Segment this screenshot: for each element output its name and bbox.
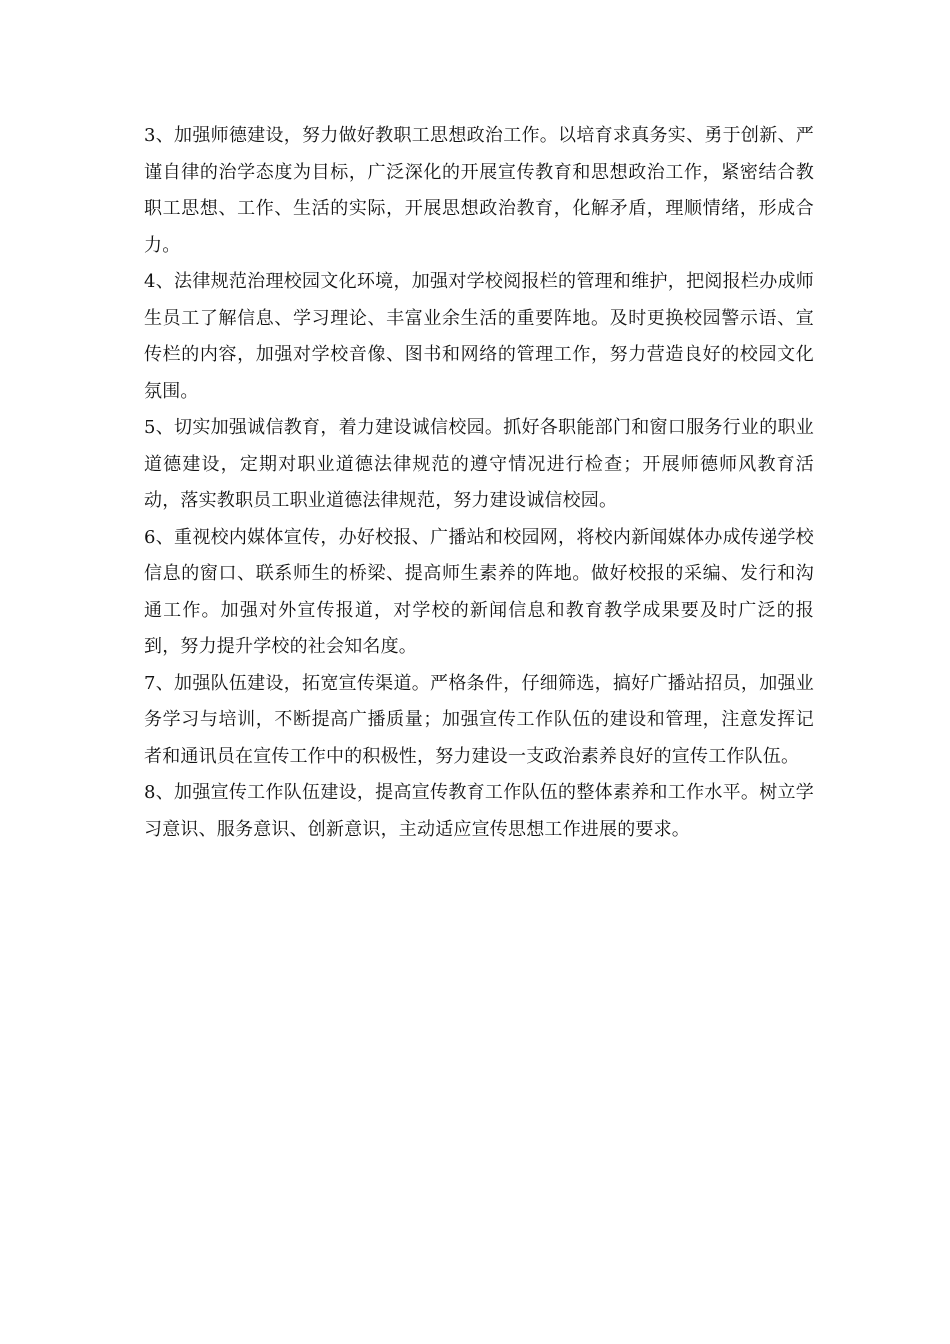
document-body xyxy=(144,118,814,848)
paragraph-8: 8、加强宣传工作队伍建设，提高宣传教育工作队伍的整体素养和工作水平。树立学习意识、服务意识、创新意识，主动适应宣传思想工作进展的要求。 xyxy=(144,782,814,840)
paragraph-6: 6、重视校内媒体宣传，办好校报、广播站和校园网，将校内新闻媒体办成传递学校信息的窗口、联系师生的桥梁、提高师生素养的阵地。做好校报的采编、发行和沟通工作。加强对外宣传报道，对学校的新闻信息和教育教学成果要及时广泛的报到，努力提升学校的社会知名度。 xyxy=(144,526,814,657)
paragraph-3: 3、加强师德建设，努力做好教职工思想政治工作。以培育求真务实、勇于创新、严谨自律的治学态度为目标，广泛深化的开展宣传教育和思想政治工作，紧密结合教职工思想、工作、生活的实际，开展思想政治教育，化解矛盾，理顺情绪，形成合力。 xyxy=(144,125,814,256)
paragraph-7: 7、加强队伍建设，拓宽宣传渠道。严格条件，仔细筛选，搞好广播站招员，加强业务学习与培训，不断提高广播质量；加强宣传工作队伍的建设和管理，注意发挥记者和通讯员在宣传工作中的积极性，努力建设一支政治素养良好的宣传工作队伍。 xyxy=(144,672,814,767)
paragraph-5: 5、切实加强诚信教育，着力建设诚信校园。抓好各职能部门和窗口服务行业的职业道德建设，定期对职业道德法律规范的遵守情况进行检查；开展师德师风教育活动，落实教职员工职业道德法律规范，努力建设诚信校园。 xyxy=(144,417,814,511)
paragraph-4: 4、法律规范治理校园文化环境，加强对学校阅报栏的管理和维护，把阅报栏办成师生员工了解信息、学习理论、丰富业余生活的重要阵地。及时更换校园警示语、宣传栏的内容，加强对学校音像、图书和网络的管理工作，努力营造良好的校园文化氛围。 xyxy=(144,271,814,402)
